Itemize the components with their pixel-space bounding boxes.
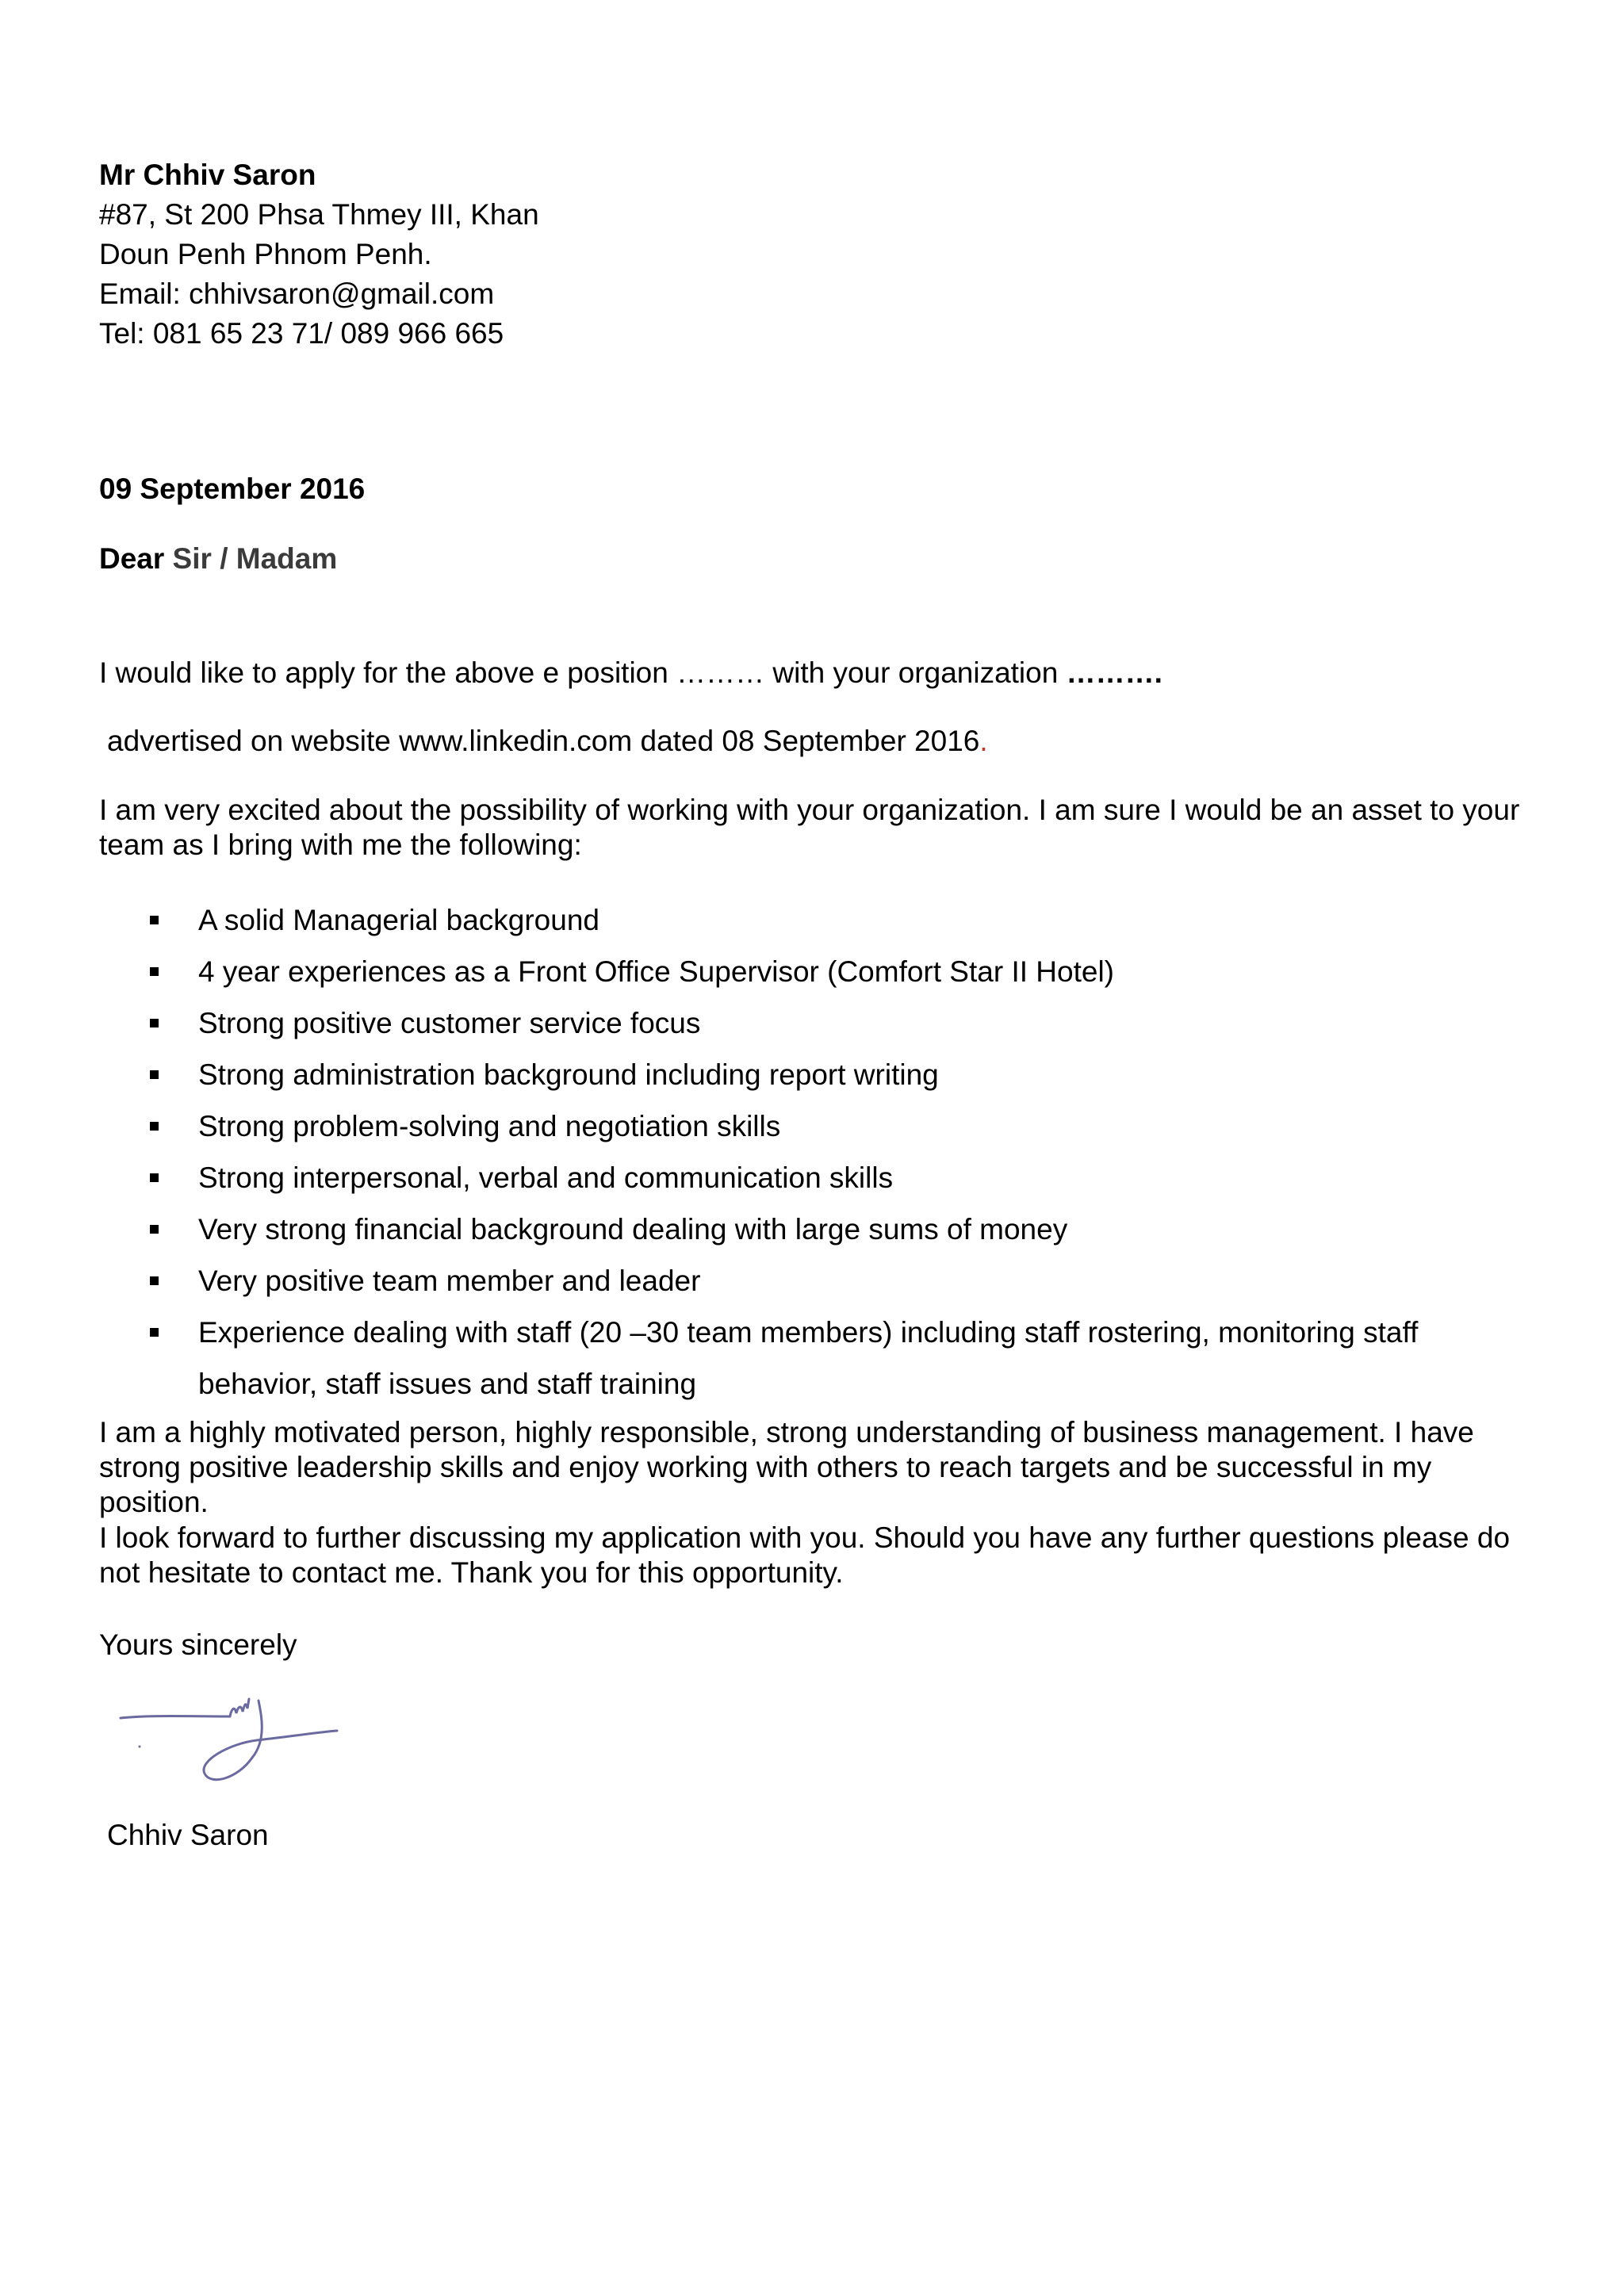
list-item-text: Strong administration background including report writing — [198, 1058, 939, 1091]
square-bullet-icon — [150, 1225, 159, 1234]
list-item — [147, 1049, 1511, 1100]
paragraph-advertised-period: . — [979, 725, 988, 757]
paragraph-application — [99, 653, 1534, 693]
list-item — [147, 1255, 1511, 1307]
signature-stroke — [204, 1701, 337, 1780]
list-item-text: Strong interpersonal, verbal and communication skills — [198, 1161, 894, 1194]
square-bullet-icon — [150, 1070, 159, 1079]
salutation — [99, 539, 1534, 579]
square-bullet-icon — [150, 1328, 159, 1337]
list-item-text: Strong positive customer service focus — [198, 1007, 701, 1039]
list-item-text: Very strong financial background dealing with large sums of money — [198, 1213, 1068, 1246]
sender-name: Mr Chhiv Saron — [99, 159, 316, 191]
signature-stroke — [121, 1716, 230, 1719]
list-item-text: Experience dealing with staff (20 –30 team members) including staff rostering, monitoring staff behavior, staff issues and staff training — [198, 1316, 1419, 1400]
square-bullet-icon — [150, 916, 159, 924]
list-item — [147, 1100, 1511, 1152]
paragraph-advertised — [107, 721, 1542, 761]
sender-email: Email: chhivsaron@gmail.com — [99, 277, 495, 310]
sender-block — [99, 155, 1534, 354]
sender-address-line2: Doun Penh Phnom Penh. — [99, 238, 432, 270]
paragraph-look-forward: I look forward to further discussing my application with you. Should you have any further questions please do not hesitate to contact me. Thank you for this opportunity. — [99, 1521, 1511, 1589]
letter-date: 09 September 2016 — [99, 473, 366, 505]
list-item-text: Strong problem-solving and negotiation skills — [198, 1110, 781, 1142]
square-bullet-icon — [150, 1276, 159, 1285]
handwritten-signature — [111, 1685, 349, 1804]
closing-line: Yours sincerely — [99, 1628, 297, 1661]
sender-address-line1: #87, St 200 Phsa Thmey III, Khan — [99, 198, 539, 231]
paragraph-excited: I am very excited about the possibility of working with your organization. I am sure I would be an asset to your team as I bring with me the following: — [99, 794, 1520, 861]
square-bullet-icon — [150, 1019, 159, 1027]
list-item-text: Very positive team member and leader — [198, 1265, 701, 1297]
square-bullet-icon — [150, 967, 159, 976]
salutation-dear: Dear — [99, 542, 165, 575]
sender-tel: Tel: 081 65 23 71/ 089 966 665 — [99, 317, 504, 350]
salutation-recipient: Sir / Madam — [164, 542, 338, 575]
list-item — [147, 1152, 1511, 1203]
paragraph-advertised-text: advertised on website www.linkedin.com dated 08 September 2016 — [107, 725, 980, 757]
square-bullet-icon — [150, 1122, 159, 1131]
list-item — [147, 1203, 1511, 1255]
list-item — [147, 946, 1511, 997]
list-item — [147, 1307, 1511, 1410]
list-item-text: A solid Managerial background — [198, 904, 599, 936]
square-bullet-icon — [150, 1173, 159, 1182]
signature-dot — [139, 1746, 141, 1748]
paragraph-motivated: I am a highly motivated person, highly responsible, strong understanding of business management. I have strong positive leadership skills and enjoy working with others to reach targets and be successful in my position. — [99, 1416, 1474, 1518]
qualifications-list — [147, 894, 1511, 1410]
list-item-text: 4 year experiences as a Front Office Supervisor (Comfort Star II Hotel) — [198, 955, 1114, 988]
list-item — [147, 894, 1511, 946]
paragraph-application-trailing: ………. — [1066, 656, 1162, 689]
paragraph-application-text: I would like to apply for the above e position ……… with your organization — [99, 656, 1067, 689]
signature-stroke — [230, 1699, 249, 1716]
list-item — [147, 997, 1511, 1049]
signer-name: Chhiv Saron — [107, 1819, 269, 1851]
